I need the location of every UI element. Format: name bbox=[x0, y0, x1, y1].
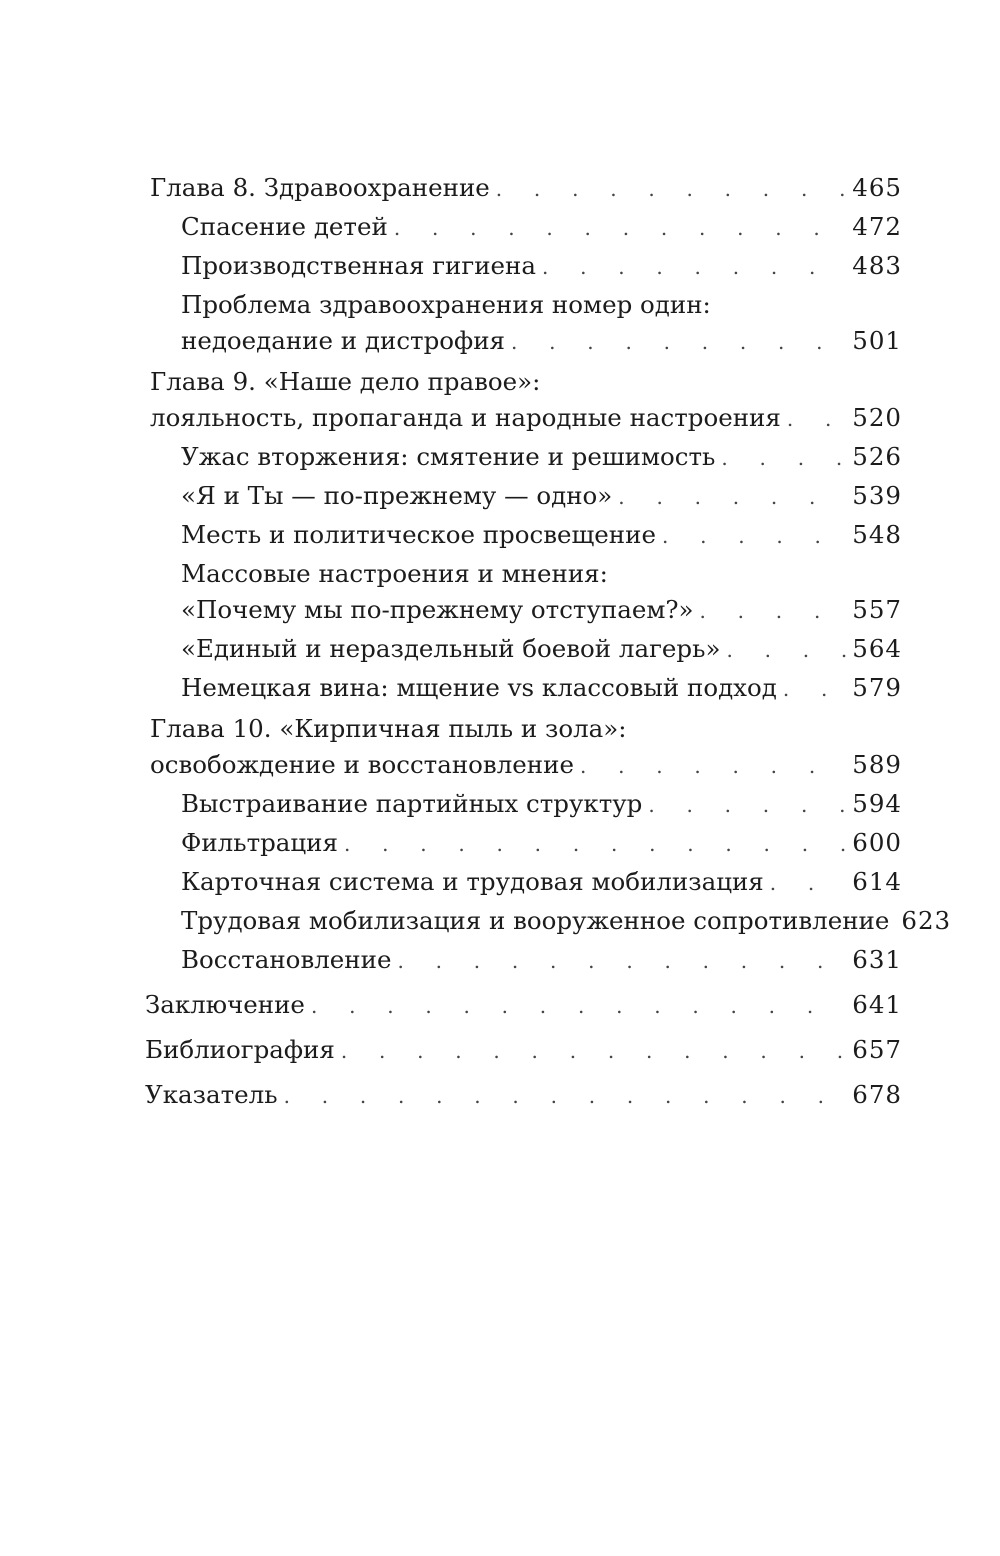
toc-entry-page: 594 bbox=[852, 789, 902, 818]
toc-entry-section[interactable] bbox=[145, 670, 902, 707]
toc-entry-title: лояльность, пропаганда и народные настроения bbox=[150, 403, 781, 432]
toc-entry-title: Заключение bbox=[145, 990, 305, 1019]
toc-entry-page: 614 bbox=[852, 867, 902, 896]
toc-entry-title: Фильтрация bbox=[181, 828, 338, 857]
toc-entry-chapter-8[interactable] bbox=[145, 170, 902, 207]
toc-entry-title-line1: Массовые настроения и мнения: bbox=[181, 559, 608, 588]
dot-leader bbox=[787, 401, 846, 437]
toc-entry-section[interactable] bbox=[145, 209, 902, 246]
toc-entry-bibliography[interactable] bbox=[145, 1032, 902, 1069]
toc-entry-title: «Почему мы по-прежнему отступаем?» bbox=[181, 595, 694, 624]
toc-entry-page: 678 bbox=[852, 1080, 902, 1109]
dot-leader bbox=[770, 865, 846, 901]
dot-leader bbox=[618, 479, 846, 515]
toc-entry-page: 641 bbox=[852, 990, 902, 1019]
dot-leader bbox=[397, 943, 846, 979]
toc-entry-section[interactable] bbox=[145, 248, 902, 285]
toc-entry-page: 539 bbox=[852, 481, 902, 510]
toc-entry-chapter-10[interactable] bbox=[145, 711, 902, 784]
toc-entry-page: 589 bbox=[852, 750, 902, 779]
dot-leader bbox=[496, 171, 846, 207]
toc-entry-title: Выстраивание партийных структур bbox=[181, 789, 643, 818]
toc-entry-page: 526 bbox=[852, 442, 902, 471]
toc-entry-page: 520 bbox=[852, 403, 902, 432]
toc-entry-title: недоедание и дистрофия bbox=[181, 326, 506, 355]
toc-entry-page: 557 bbox=[852, 595, 902, 624]
toc-entry-section[interactable] bbox=[145, 825, 902, 862]
toc-entry-title: освобождение и восстановление bbox=[150, 750, 574, 779]
toc-entry-conclusion[interactable] bbox=[145, 987, 902, 1024]
dot-leader bbox=[511, 324, 846, 360]
dot-leader bbox=[394, 210, 846, 246]
toc-entry-section[interactable] bbox=[145, 903, 952, 940]
toc-entry-section[interactable] bbox=[145, 287, 902, 360]
toc-entry-title: Глава 8. Здравоохранение bbox=[150, 173, 490, 202]
toc-entry-section[interactable] bbox=[145, 942, 902, 979]
toc-entry-page: 483 bbox=[852, 251, 902, 280]
toc-entry-page: 657 bbox=[852, 1035, 902, 1064]
toc-entry-title: Немецкая вина: мщение vs классовый подход bbox=[181, 673, 777, 702]
toc-entry-title: Карточная система и трудовая мобилизация bbox=[181, 867, 764, 896]
dot-leader bbox=[721, 440, 846, 476]
toc-entry-title-line1: Глава 10. «Кирпичная пыль и зола»: bbox=[150, 714, 627, 743]
dot-leader bbox=[700, 593, 847, 629]
dot-leader bbox=[726, 632, 846, 668]
table-of-contents bbox=[145, 170, 952, 1114]
toc-entry-section[interactable] bbox=[145, 556, 902, 629]
toc-entry-title-line1: Проблема здравоохранения номер один: bbox=[181, 290, 711, 319]
dot-leader bbox=[341, 1033, 846, 1069]
toc-entry-page: 564 bbox=[852, 634, 902, 663]
toc-entry-title: Библиография bbox=[145, 1035, 335, 1064]
toc-entry-page: 579 bbox=[852, 673, 902, 702]
toc-entry-title-line1: Глава 9. «Наше дело правое»: bbox=[150, 367, 541, 396]
toc-entry-title: «Я и Ты — по-прежнему — одно» bbox=[181, 481, 613, 510]
toc-entry-page: 465 bbox=[852, 173, 902, 202]
toc-entry-index[interactable] bbox=[145, 1077, 902, 1114]
toc-entry-section[interactable] bbox=[145, 517, 902, 554]
dot-leader bbox=[542, 249, 846, 285]
toc-entry-page: 548 bbox=[852, 520, 902, 549]
toc-entry-page: 600 bbox=[852, 828, 902, 857]
dot-leader bbox=[648, 787, 846, 823]
dot-leader bbox=[662, 518, 846, 554]
toc-entry-page: 631 bbox=[852, 945, 902, 974]
toc-entry-page: 501 bbox=[852, 326, 902, 355]
toc-entry-section[interactable] bbox=[145, 478, 902, 515]
dot-leader bbox=[311, 988, 846, 1024]
toc-entry-title: Производственная гигиена bbox=[181, 251, 536, 280]
toc-entry-section[interactable] bbox=[145, 864, 902, 901]
toc-entry-section[interactable] bbox=[145, 631, 902, 668]
dot-leader bbox=[580, 748, 846, 784]
toc-entry-chapter-9[interactable] bbox=[145, 364, 902, 437]
dot-leader bbox=[783, 671, 846, 707]
toc-entry-title: Указатель bbox=[145, 1080, 278, 1109]
dot-leader bbox=[284, 1078, 847, 1114]
toc-entry-title: Спасение детей bbox=[181, 212, 388, 241]
toc-entry-page: 472 bbox=[852, 212, 902, 241]
toc-entry-title: «Единый и нераздельный боевой лагерь» bbox=[181, 634, 721, 663]
toc-entry-title: Ужас вторжения: смятение и решимость bbox=[181, 442, 716, 471]
toc-entry-title: Месть и политическое просвещение bbox=[181, 520, 656, 549]
toc-entry-page: 623 bbox=[901, 906, 952, 935]
dot-leader bbox=[344, 826, 846, 862]
toc-entry-section[interactable] bbox=[145, 786, 902, 823]
toc-entry-title: Восстановление bbox=[181, 945, 392, 974]
toc-entry-section[interactable] bbox=[145, 439, 902, 476]
toc-entry-title: Трудовая мобилизация и вооруженное сопротивление bbox=[181, 906, 890, 935]
